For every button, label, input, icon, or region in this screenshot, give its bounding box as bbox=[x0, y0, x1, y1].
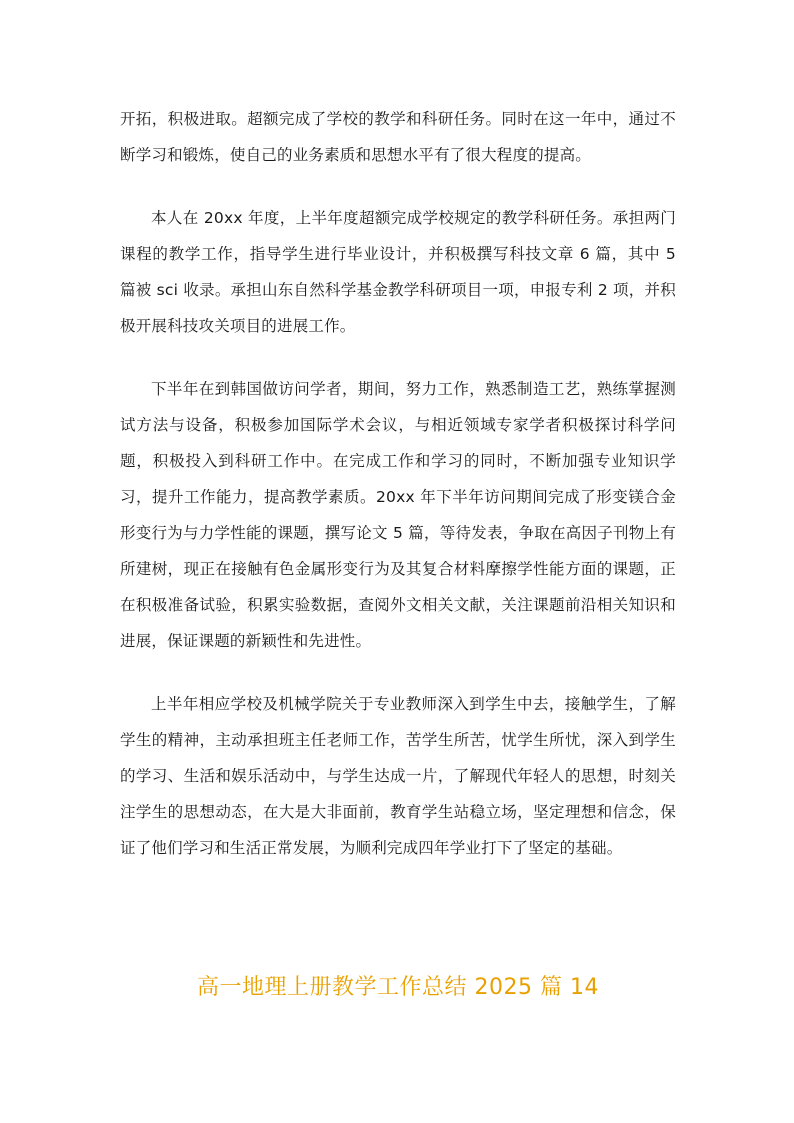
paragraph-continuation: 开拓，积极进取。超额完成了学校的教学和科研任务。同时在这一年中，通过不断学习和锻炼，使自己的业务素质和思想水平有了很大程度的提高。 bbox=[120, 110, 676, 164]
paragraph-student-work: 上半年相应学校及机械学院关于专业教师深入到学生中去，接触学生，了解学生的精神，主动承担班主任老师工作，苦学生所苦，忧学生所忧，深入到学生的学习、生活和娱乐活动中，与学生达成一片，了解现代年轻人的思想，时刻关注学生的思想动态，在大是大非面前，教育学生站稳立场，坚定理想和信念，保证了他们学习和生活正常发展，为顺利完成四年学业打下了坚定的基础。 bbox=[120, 695, 676, 857]
section-heading: 高一地理上册教学工作总结 2025 篇 14 bbox=[197, 975, 599, 1000]
document-body bbox=[120, 101, 676, 893]
paragraph-visiting-scholar: 下半年在到韩国做访问学者，期间，努力工作，熟悉制造工艺，熟练掌握测试方法与设备，积极参加国际学术会议，与相近领域专家学者积极探讨科学问题，积极投入到科研工作中。在完成工作和学习的同时，不断加强专业知识学习，提升工作能力，提高教学素质。20xx 年下半年访问期间完成了形变镁合金形变行为与力学性能的课题，撰写论文 5 篇，等待发表，争取在高因子刊物上有所建树，现正在接触有色金属形变行为及其复合材料摩擦学性能方面的课题，正在积极准备试验，积累实验数据，查阅外文相关文献，关注课题前沿相关知识和进展，保证课题的新颖性和先进性。 bbox=[120, 380, 676, 650]
paragraph-annual-summary: 本人在 20xx 年度，上半年度超额完成学校规定的教学科研任务。承担两门课程的教学工作，指导学生进行毕业设计，并积极撰写科技文章 6 篇，其中 5 篇被 sci 收录。承担山东自然科学基金教学科研项目一项，申报专利 2 项，并积极开展科技攻关项目的进展工作。 bbox=[120, 209, 676, 335]
